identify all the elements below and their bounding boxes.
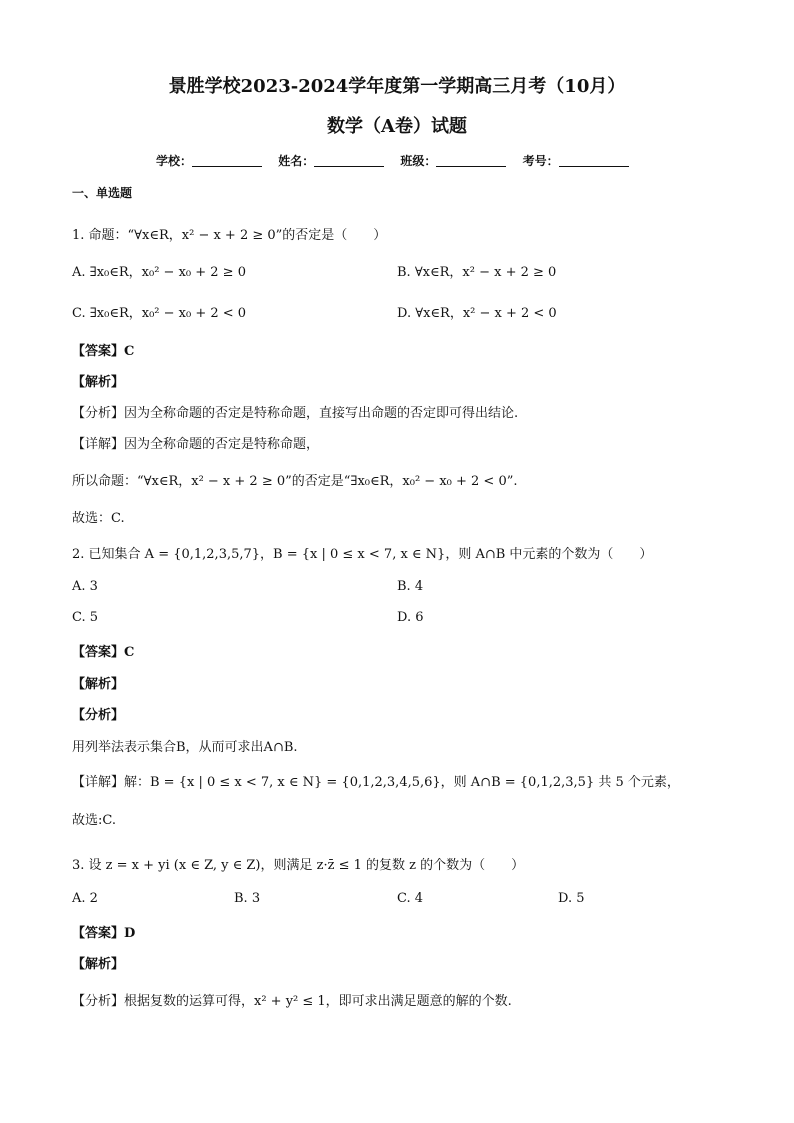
exam-number-label: 考号： [522, 154, 559, 168]
q2-fenxi-label: 【分析】 [72, 708, 125, 723]
exam-title: 景胜学校2023-2024学年度第一学期高三月考（10月） [168, 76, 626, 97]
q3-stem: 3. 设 z = x + yi (x ∈ Z, y ∈ Z)，则满足 z·z̄ ≤ 1 的复数 z 的个数为（ ） [72, 858, 525, 873]
q1-option-c: C. ∃x₀∈R，x₀² − x₀ + 2 < 0 [72, 306, 247, 321]
q2-stem: 2. 已知集合 A = {0,1,2,3,5,7}，B = {x | 0 ≤ x < 7, x ∈ N}，则 A∩B 中元素的个数为（ ） [72, 547, 653, 562]
class-blank [436, 154, 506, 167]
q3-option-d: D. 5 [558, 891, 585, 906]
q2-fenxi-body: 用列举法表示集合B，从而可求出A∩B. [72, 740, 298, 755]
name-label: 姓名： [278, 154, 315, 168]
exam-number-blank [559, 154, 629, 167]
q3-option-b: B. 3 [234, 891, 261, 906]
q3-analysis-label: 【解析】 [72, 957, 125, 972]
q2-choice: 故选:C. [72, 813, 116, 828]
q1-detail-line: 所以命题：“∀x∈R，x² − x + 2 ≥ 0”的否定是“∃x₀∈R，x₀² − x₀ + 2 < 0”. [72, 474, 518, 489]
q1-stem: 1. 命题：“∀x∈R，x² − x + 2 ≥ 0”的否定是（ ） [72, 228, 387, 243]
q1-analysis-label: 【解析】 [72, 375, 125, 390]
q3-option-a: A. 2 [72, 891, 98, 906]
q2-option-b: B. 4 [397, 579, 424, 594]
q2-analysis-label: 【解析】 [72, 677, 125, 692]
q1-option-a: A. ∃x₀∈R，x₀² − x₀ + 2 ≥ 0 [72, 265, 246, 280]
info-fields [156, 152, 641, 169]
q2-option-d: D. 6 [397, 610, 424, 625]
q1-answer: 【答案】C [72, 344, 135, 359]
q3-answer: 【答案】D [72, 926, 136, 941]
q1-fenxi: 【分析】因为全称命题的否定是特称命题，直接写出命题的否定即可得出结论. [72, 406, 519, 421]
q2-option-a: A. 3 [72, 579, 98, 594]
q3-option-c: C. 4 [397, 891, 424, 906]
q3-fenxi: 【分析】根据复数的运算可得，x² + y² ≤ 1，即可求出满足题意的解的个数. [72, 994, 512, 1009]
q1-option-d: D. ∀x∈R，x² − x + 2 < 0 [397, 306, 557, 321]
q2-xiangjie: 【详解】解：B = {x | 0 ≤ x < 7, x ∈ N} = {0,1,2,3,4,5,6}，则 A∩B = {0,1,2,3,5} 共 5 个元素， [72, 775, 680, 790]
exam-subtitle: 数学（A卷）试题 [327, 116, 467, 137]
school-label: 学校： [156, 154, 193, 168]
class-label: 班级： [400, 154, 437, 168]
q1-option-b: B. ∀x∈R，x² − x + 2 ≥ 0 [397, 265, 557, 280]
q2-option-c: C. 5 [72, 610, 99, 625]
name-blank [314, 154, 384, 167]
q1-xiangjie: 【详解】因为全称命题的否定是特称命题， [72, 437, 320, 452]
section-heading: 一、单选题 [72, 186, 133, 200]
q1-choice: 故选：C. [72, 511, 125, 526]
school-blank [192, 154, 262, 167]
q2-answer: 【答案】C [72, 645, 135, 660]
